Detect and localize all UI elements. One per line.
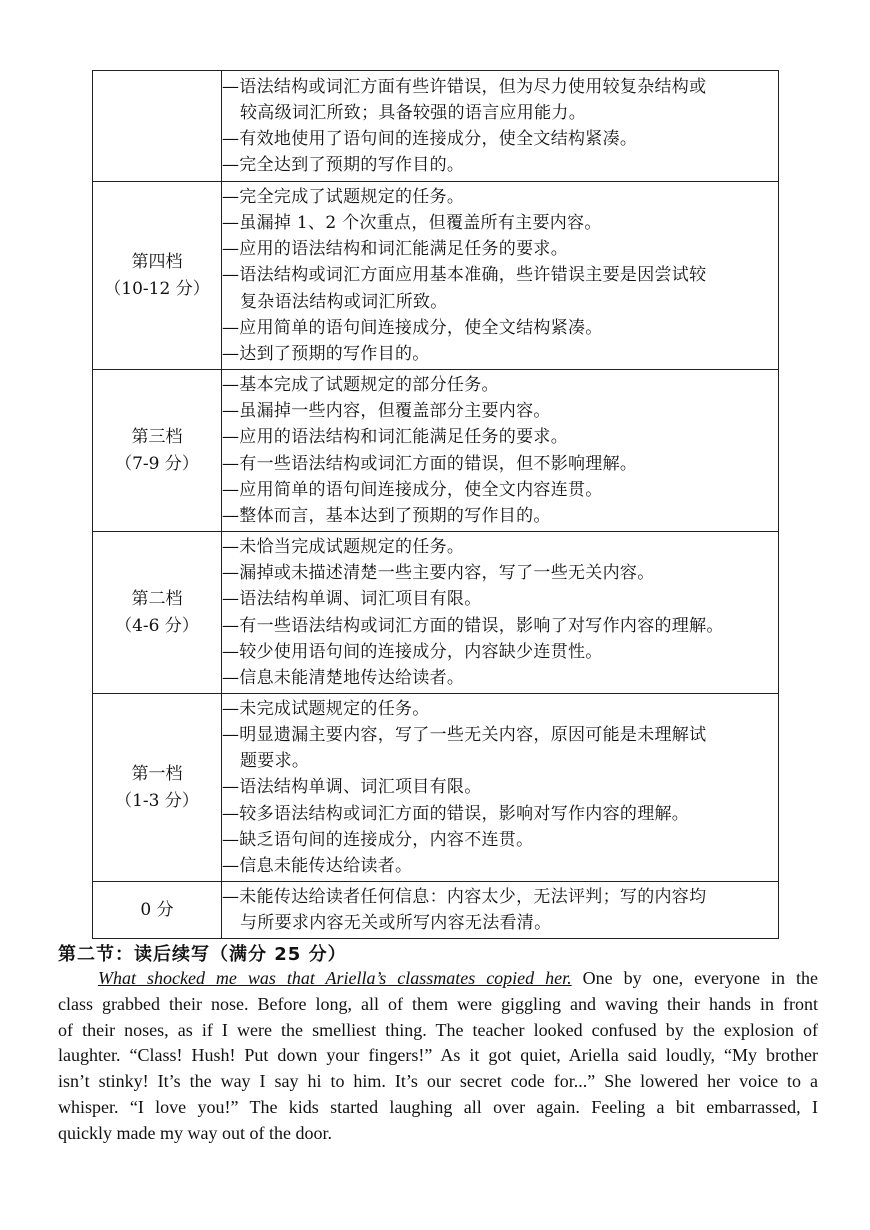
- rubric-line: —明显遗漏主要内容，写了一些无关内容，原因可能是未理解试: [222, 724, 707, 745]
- rubric-level-score: （4-6 分）: [115, 615, 199, 636]
- rubric-row-level-3: [93, 370, 779, 532]
- rubric-level-name: 第二档: [131, 588, 183, 609]
- rubric-level-cell: [93, 182, 222, 370]
- rubric-line: —未完成试题规定的任务。: [222, 698, 430, 719]
- passage-line: isn’t stinky! It’s the way I say hi to him. It’s our secret code for...” She lowered her voice to a: [58, 1071, 818, 1092]
- passage-line: quickly made my way out of the door.: [58, 1122, 332, 1143]
- rubric-line: —未恰当完成试题规定的任务。: [222, 536, 465, 557]
- passage-line: of their noses, as if I were the smelliest thing. The teacher looked confused by the explosion of: [58, 1019, 818, 1040]
- rubric-line: 复杂语法结构或词汇所致。: [240, 291, 448, 312]
- scoring-rubric-table: [92, 70, 779, 939]
- rubric-line: —语法结构单调、词汇项目有限。: [222, 777, 482, 798]
- rubric-level-score: （10-12 分）: [104, 278, 210, 299]
- rubric-line: —虽漏掉一些内容，但覆盖部分主要内容。: [222, 401, 551, 422]
- rubric-level-name: 0 分: [140, 899, 174, 920]
- rubric-line: 题要求。: [240, 751, 310, 772]
- rubric-line: —完全完成了试题规定的任务。: [222, 186, 465, 207]
- rubric-level-cell: [93, 882, 222, 939]
- rubric-row-level-2: [93, 532, 779, 694]
- rubric-row-level-4: [93, 182, 779, 370]
- rubric-description-cell: [222, 71, 779, 182]
- rubric-line: —有效地使用了语句间的连接成分，使全文结构紧凑。: [222, 129, 638, 149]
- rubric-level-score: （1-3 分）: [115, 790, 199, 811]
- rubric-line: —整体而言，基本达到了预期的写作目的。: [222, 505, 551, 526]
- rubric-line: —较少使用语句间的连接成分，内容缺少连贯性。: [222, 641, 603, 662]
- rubric-line: —信息未能清楚地传达给读者。: [222, 667, 465, 688]
- rubric-line: —未能传达给读者任何信息：内容太少，无法评判；写的内容均: [222, 886, 707, 907]
- passage-line: class grabbed their nose. Before long, all of them were giggling and waving their hands in front: [58, 993, 818, 1014]
- rubric-row-level-0: [93, 882, 779, 939]
- rubric-line: —语法结构单调、词汇项目有限。: [222, 589, 482, 610]
- rubric-line: —完全达到了预期的写作目的。: [222, 155, 465, 176]
- rubric-level-cell: [93, 71, 222, 182]
- rubric-line: —应用简单的语句间连接成分，使全文结构紧凑。: [222, 317, 603, 338]
- rubric-line: —应用的语法结构和词汇能满足任务的要求。: [222, 427, 568, 448]
- rubric-line: —语法结构或词汇方面有些许错误，但为尽力使用较复杂结构或: [222, 76, 707, 97]
- rubric-description-cell: [222, 532, 779, 694]
- rubric-line: —较多语法结构或词汇方面的错误，影响对写作内容的理解。: [222, 803, 690, 824]
- passage-line: whisper. “I love you!” The kids started laughing all over again. Feeling a bit embarrassed, I: [58, 1096, 818, 1117]
- rubric-level-name: 第三档: [131, 426, 183, 447]
- rubric-line: —语法结构或词汇方面应用基本准确，些许错误主要是因尝试较: [222, 265, 707, 286]
- passage-line-text: One by one, everyone in the: [571, 968, 818, 988]
- rubric-line: —信息未能传达给读者。: [222, 856, 413, 876]
- rubric-line: 较高级词汇所致；具备较强的语言应用能力。: [240, 102, 586, 123]
- story-passage: [58, 966, 818, 1147]
- passage-lead-sentence: What shocked me was that Ariella’s classmates copied her.: [98, 968, 572, 988]
- passage-line: [58, 966, 818, 992]
- rubric-level-cell: [93, 370, 222, 532]
- passage-line: laughter. “Class! Hush! Put down your fingers!” As it got quiet, Ariella said loudly, “My brother: [58, 1045, 818, 1066]
- rubric-line: —应用的语法结构和词汇能满足任务的要求。: [222, 239, 568, 260]
- rubric-row-level-1: [93, 694, 779, 882]
- rubric-level-score: （7-9 分）: [115, 453, 199, 474]
- rubric-description-cell: [222, 370, 779, 532]
- rubric-line: —有一些语法结构或词汇方面的错误，影响了对写作内容的理解。: [222, 615, 724, 636]
- rubric-description-cell: [222, 882, 779, 939]
- rubric-line: —应用简单的语句间连接成分，使全文内容连贯。: [222, 479, 603, 500]
- section-heading: 第二节：读后续写（满分 25 分）: [58, 944, 347, 965]
- rubric-level-cell: [93, 532, 222, 694]
- rubric-level-name: 第四档: [131, 251, 183, 272]
- rubric-level-cell: [93, 694, 222, 882]
- rubric-line: —漏掉或未描述清楚一些主要内容，写了一些无关内容。: [222, 563, 655, 584]
- rubric-description-cell: [222, 182, 779, 370]
- rubric-line: —缺乏语句间的连接成分，内容不连贯。: [222, 829, 534, 850]
- rubric-line: —基本完成了试题规定的部分任务。: [222, 374, 499, 395]
- rubric-line: 与所要求内容无关或所写内容无法看清。: [240, 913, 552, 933]
- rubric-line: —虽漏掉 1、2 个次重点，但覆盖所有主要内容。: [222, 212, 602, 233]
- rubric-row-top-continued: [93, 71, 779, 182]
- rubric-line: —达到了预期的写作目的。: [222, 344, 430, 364]
- rubric-level-name: 第一档: [131, 763, 183, 784]
- rubric-description-cell: [222, 694, 779, 882]
- rubric-line: —有一些语法结构或词汇方面的错误，但不影响理解。: [222, 453, 638, 474]
